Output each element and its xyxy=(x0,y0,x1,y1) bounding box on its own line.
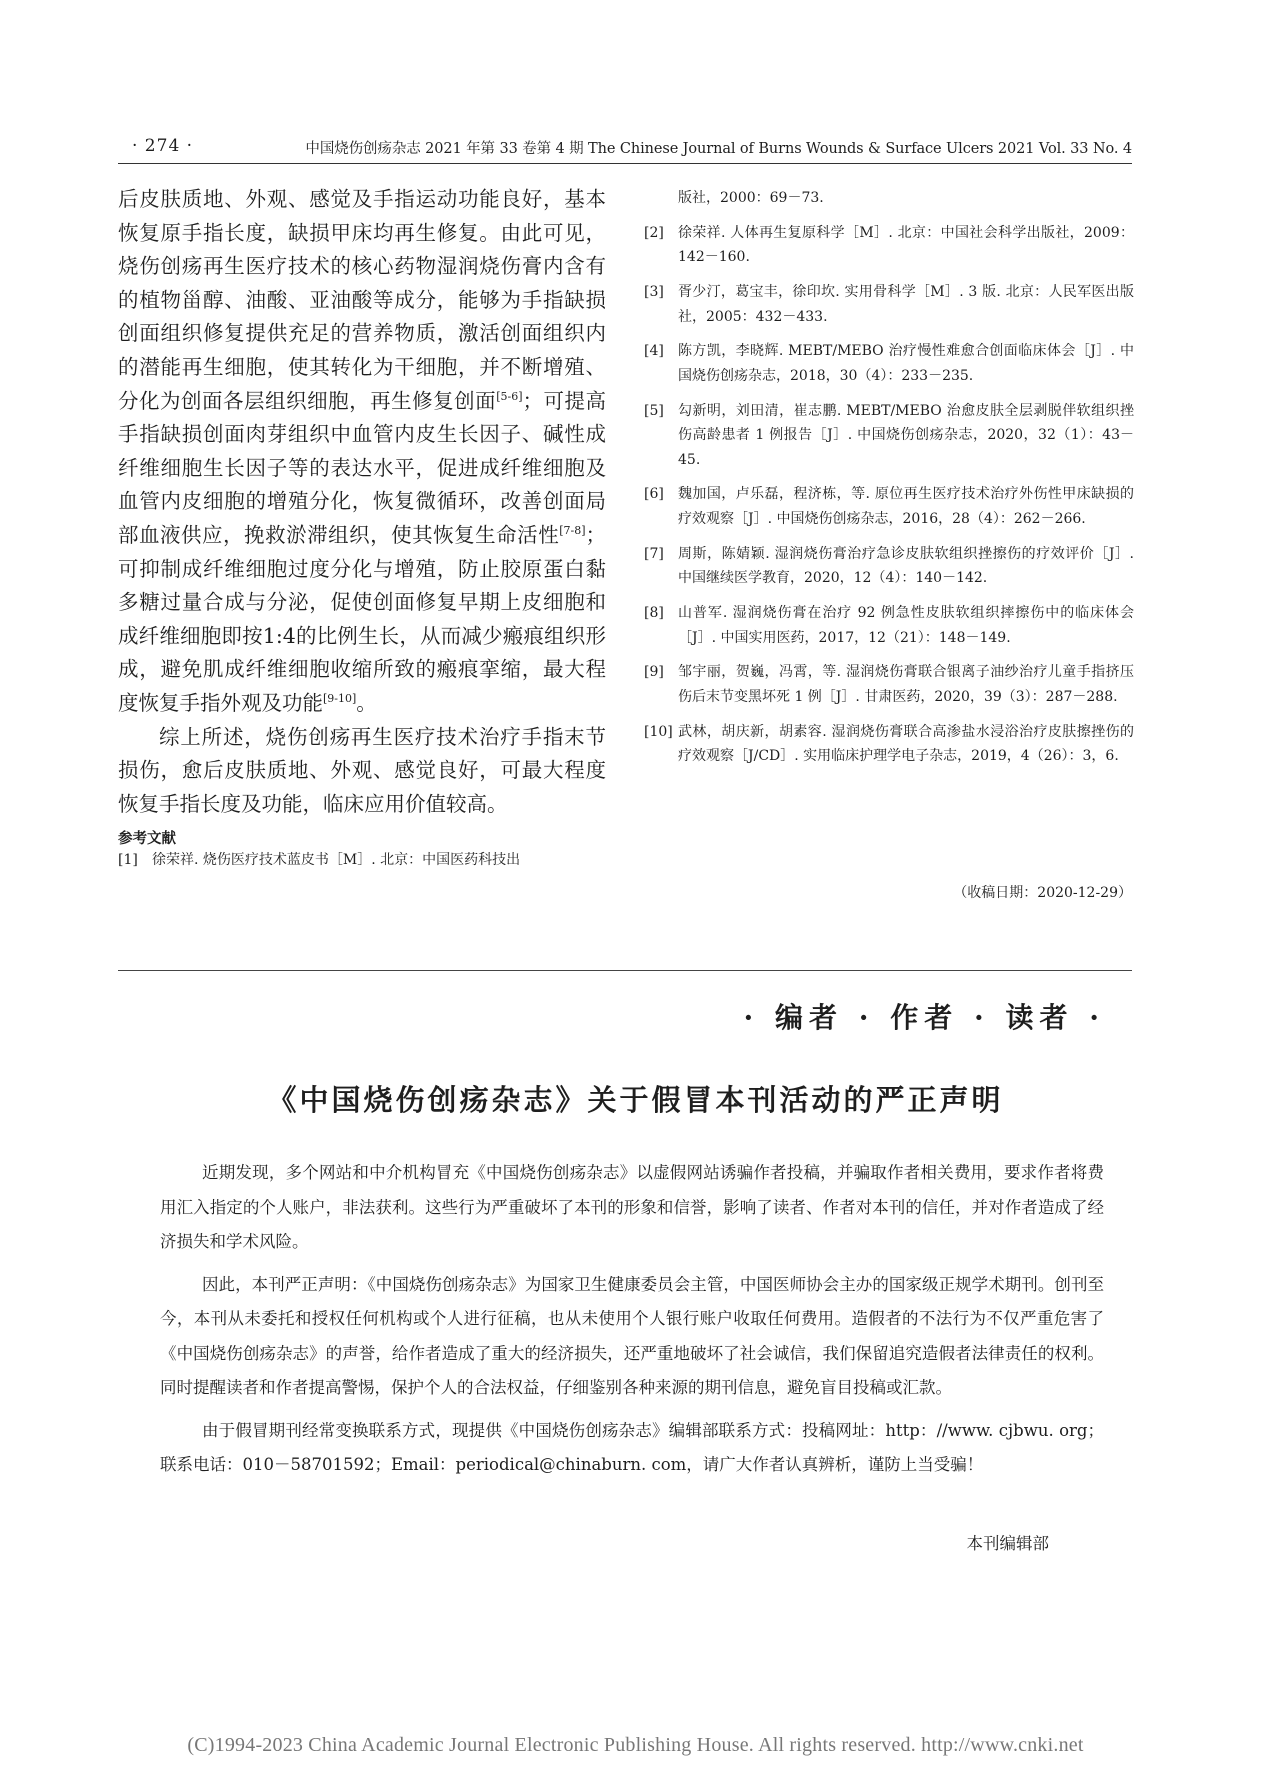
notice-body xyxy=(160,1156,1104,1491)
citation: [5-6] xyxy=(496,389,523,403)
body-paragraph-1 xyxy=(118,183,606,721)
reference-text: 徐荣祥. 人体再生复原科学［M］. 北京：中国社会科学出版社，2009：142－160. xyxy=(678,224,1134,266)
text-run: 后皮肤质地、外观、感觉及手指运动功能良好，基本恢复原手指长度，缺损甲床均再生修复。由此可见，烧伤创疡再生医疗技术的核心药物湿润烧伤膏内含有的植物甾醇、油酸、亚油酸等成分，能够为手指缺损创面组织修复提供充足的营养物质，激活创面组织内的潜能再生细胞，使其转化为干细胞，并不断增殖、分化为创面各层组织细胞，再生修复创面 xyxy=(118,187,606,413)
notice-title: 《中国烧伤创疡杂志》关于假冒本刊活动的严正声明 xyxy=(267,1083,1004,1117)
notice-paragraph-2: 因此，本刊严正声明：《中国烧伤创疡杂志》为国家卫生健康委员会主管，中国医师协会主办的国家级正规学术期刊。创刊至今，本刊从未委托和授权任何机构或个人进行征稿，也从未使用个人银行账户收取任何费用。造假者的不法行为不仅严重危害了《中国烧伤创疡杂志》的声誉，给作者造成了重大的经济损失，还严重地破坏了社会诚信，我们保留追究造假者法律责任的权利。同时提醒读者和作者提高警惕，保护个人的合法权益，仔细鉴别各种来源的期刊信息，避免盲目投稿或汇款。 xyxy=(160,1274,1104,1397)
reference-item xyxy=(644,660,1134,709)
reference-text: 勾新明，刘田清，崔志鹏. MEBT/MEBO 治愈皮肤全层剥脱伴软组织挫伤高龄患者 1 例报告［J］. 中国烧伤创疡杂志，2020，32（1）：43－45. xyxy=(678,402,1134,468)
reference-number: [6] xyxy=(644,486,664,503)
reference-number: [4] xyxy=(644,343,664,360)
left-column xyxy=(118,183,606,873)
body-paragraph-2: 综上所述，烧伤创疡再生医疗技术治疗手指末节损伤，愈后皮肤质地、外观、感觉良好，可最大程度恢复手指长度及功能，临床应用价值较高。 xyxy=(118,724,606,816)
reference-text: 陈方凯，李晓辉. MEBT/MEBO 治疗慢性难愈合创面临床体会［J］. 中国烧伤创疡杂志，2018，30（4）：233－235. xyxy=(678,343,1134,384)
page-number: · 274 · xyxy=(132,136,194,156)
text-run: ；可抑制成纤维细胞过度分化与增殖，防止胶原蛋白黏多糖过量合成与分泌，促使创面修复早期上皮细胞和成纤维细胞即按1:4的比例生长，从而减少瘢痕组织形成，避免肌成纤维细胞收缩所致的瘢痕挛缩，最大程度恢复手指外观及功能 xyxy=(118,522,606,715)
reference-number: [3] xyxy=(644,284,664,301)
reference-text: 胥少汀，葛宝丰，徐印坎. 实用骨科学［M］. 3 版. 北京：人民军医出版社，2005：432－433. xyxy=(678,284,1134,325)
reference-number: [2] xyxy=(644,224,664,241)
reference-item xyxy=(644,601,1134,650)
header-rule xyxy=(118,163,1132,164)
reference-number: [1] xyxy=(118,852,138,869)
notice-paragraph-3: 由于假冒期刊经常变换联系方式，现提供《中国烧伤创疡杂志》编辑部联系方式：投稿网址：http：//www. cjbwu. org；联系电话：010－58701592；Email：periodical@chinaburn. com，请广大作者认真辨析，谨防上当受骗！ xyxy=(160,1420,1104,1474)
reference-number: [5] xyxy=(644,402,664,419)
reference-number: [8] xyxy=(644,605,664,622)
copyright-footer: (C)1994-2023 China Academic Journal Electronic Publishing House. All rights reserved. http://www.cnki.net xyxy=(187,1734,1084,1756)
reference-text: 邹宇丽，贺巍，冯霄，等. 湿润烧伤膏联合银离子油纱治疗儿童手指挤压伤后末节变黑坏死 1 例［J］. 甘肃医药，2020，39（3）：287－288. xyxy=(678,664,1134,705)
reference-number: [10] xyxy=(644,723,673,740)
notice-signature: 本刊编辑部 xyxy=(966,1534,1049,1553)
reference-number: [9] xyxy=(644,664,664,681)
reference-text: 魏加国，卢乐磊，程济栋，等. 原位再生医疗技术治疗外伤性甲床缺损的疗效观察［J］. 中国烧伤创疡杂志，2016，28（4）：262－266. xyxy=(678,486,1134,527)
reference-text: 周斯，陈婧颖. 湿润烧伤膏治疗急诊皮肤软组织挫擦伤的疗效评价［J］. 中国继续医学教育，2020，12（4）：140－142. xyxy=(678,545,1134,587)
text-run: 。 xyxy=(356,690,377,715)
reference-item xyxy=(644,339,1134,388)
text-run: ；可提高手指缺损创面肉芽组织中血管内皮生长因子、碱性成纤维细胞生长因子等的表达水平，促进成纤维细胞及血管内皮细胞的增殖分化，恢复微循环，改善创面局部血液供应，挽救淤滞组织，使其恢复生命活性 xyxy=(118,388,607,547)
reference-number: [7] xyxy=(644,545,664,562)
reference-item xyxy=(644,280,1134,329)
received-date: （收稿日期：2020-12-29） xyxy=(953,885,1132,901)
reference-item xyxy=(644,720,1134,769)
notice-paragraph-1: 近期发现，多个网站和中介机构冒充《中国烧伤创疡杂志》以虚假网站诱骗作者投稿，并骗取作者相关费用，要求作者将费用汇入指定的个人账户，非法获利。这些行为严重破坏了本刊的形象和信誉，影响了读者、作者对本刊的信任，并对作者造成了经济损失和学术风险。 xyxy=(160,1163,1104,1251)
reference-item xyxy=(644,542,1134,591)
reference-item xyxy=(118,848,606,873)
reference-item xyxy=(644,482,1134,531)
reference-text: 山普军. 湿润烧伤膏在治疗 92 例急性皮肤软组织摔擦伤中的临床体会［J］. 中国实用医药，2017，12（21）：148－149. xyxy=(678,605,1134,646)
section-divider xyxy=(118,970,1132,971)
reference-item xyxy=(644,399,1134,473)
reference-text: 武林，胡庆新，胡素容. 湿润烧伤膏联合高渗盐水浸浴治疗皮肤擦挫伤的疗效观察［J/CD］. 实用临床护理学电子杂志，2019，4（26）：3，6. xyxy=(678,723,1134,765)
references-heading: 参考文献 xyxy=(118,831,176,848)
citation: [7-8] xyxy=(559,524,586,538)
reference-text: 徐荣祥. 烧伤医疗技术蓝皮书［M］. 北京：中国医药科技出 xyxy=(152,852,521,869)
running-header: 中国烧伤创疡杂志 2021 年第 33 卷第 4 期 The Chinese Journal of Burns Wounds & Surface Ulcers 2021 Vol. 33 No. 4 xyxy=(305,141,1132,157)
reference-continuation: 版社，2000：69－73. xyxy=(678,190,824,206)
citation: [9-10] xyxy=(323,692,357,706)
right-column xyxy=(644,186,1134,779)
section-tag: · 编者 · 作者 · 读者 · xyxy=(743,1001,1105,1034)
reference-item xyxy=(644,221,1134,270)
